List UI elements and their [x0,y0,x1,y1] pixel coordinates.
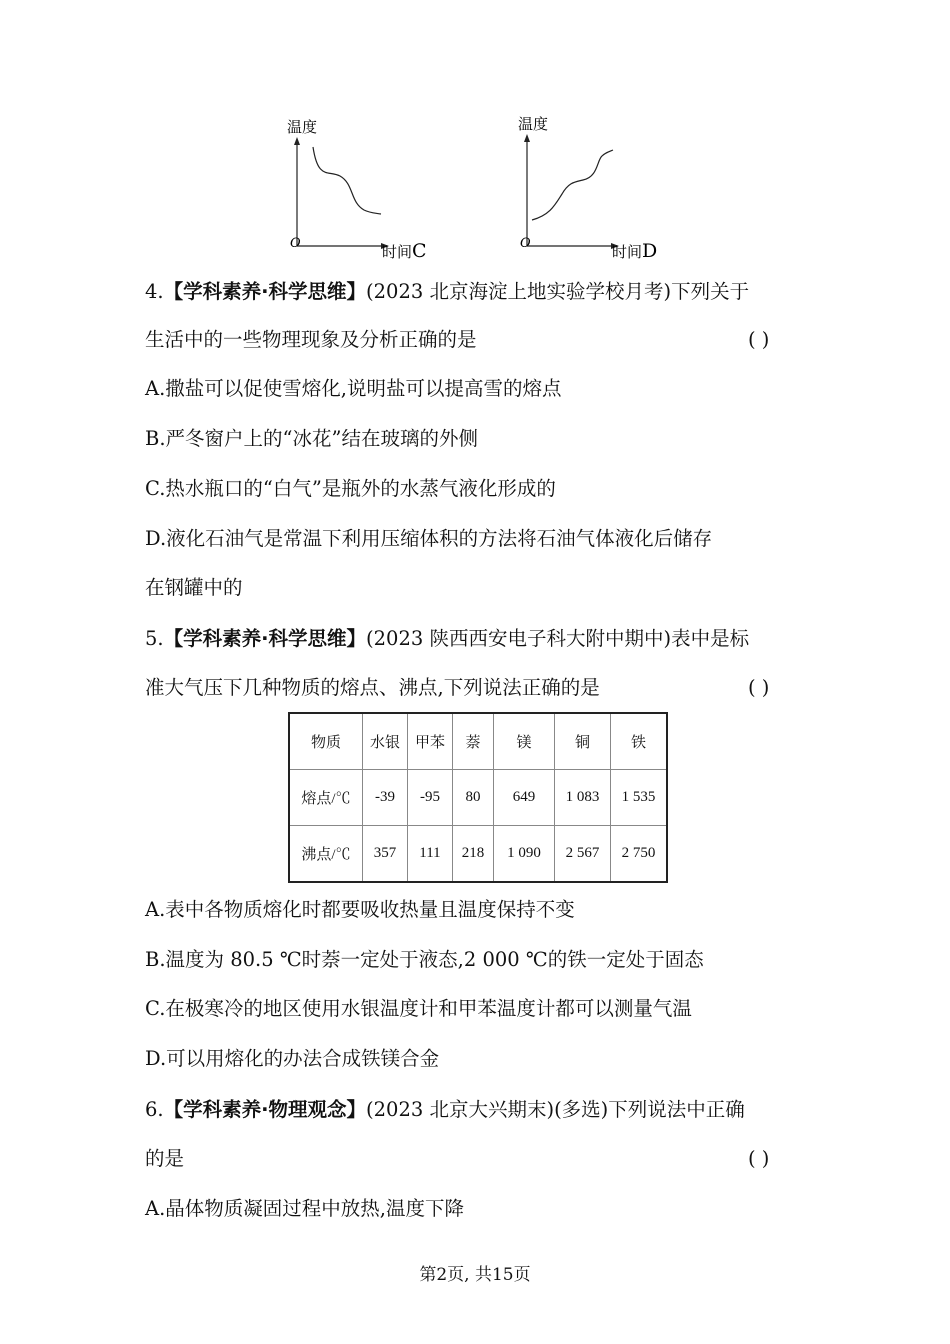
table-cell: 111 [408,826,453,883]
table-row-boiling [289,826,667,883]
q6-answer-paren: ( ) [748,1147,770,1170]
graph-c-origin: O [290,236,301,251]
q5-option-d: D.可以用熔化的办法合成铁镁合金 [145,1047,440,1070]
table-cell: 铜 [555,713,611,770]
table-cell: 镁 [494,713,555,770]
q4-tag: 【学科素养·科学思维】 [163,280,367,303]
table-header-row [289,713,667,770]
q6-option-a: A.晶体物质凝固过程中放热,温度下降 [145,1197,464,1220]
q5-option-c: C.在极寒冷的地区使用水银温度计和甲苯温度计都可以测量气温 [145,997,692,1020]
table-cell: 218 [453,826,494,883]
page-footer: 第2页, 共15页 [419,1265,531,1285]
graph-c-curve [313,147,381,214]
q4-stem-line1 [145,279,749,305]
q6-stem-line2: 的是 [145,1147,185,1170]
graph-d [505,110,685,265]
table-cell: 熔点/℃ [289,770,363,826]
table-cell: 357 [363,826,408,883]
q4-option-d: D.液化石油气是常温下利用压缩体积的方法将石油气体液化后储存 [145,527,713,550]
graph-d-curve [532,150,613,220]
table-cell: 萘 [453,713,494,770]
table-cell: 1 083 [555,770,611,826]
table-cell: 水银 [363,713,408,770]
table-cell: 649 [494,770,555,826]
q5-number: 5. [145,627,164,650]
q6-number: 6. [145,1098,164,1121]
table-cell: -39 [363,770,408,826]
table-cell: 物质 [289,713,363,770]
q6-stem1: (2023 北京大兴期末)(多选)下列说法中正确 [366,1098,745,1121]
q4-stem1: (2023 北京海淀上地实验学校月考)下列关于 [366,280,750,303]
q4-option-b: B.严冬窗户上的“冰花”结在玻璃的外侧 [145,427,478,450]
table-cell: 80 [453,770,494,826]
graph-c-ylabel: 温度 [287,118,318,136]
table-cell: 沸点/℃ [289,826,363,883]
q4-option-c: C.热水瓶口的“白气”是瓶外的水蒸气液化形成的 [145,477,556,500]
table-row-melting [289,770,667,826]
q4-stem-line2: 生活中的一些物理现象及分析正确的是 [145,328,477,351]
svg-text:时间C [382,240,427,262]
q4-option-a: A.撒盐可以促使雪熔化,说明盐可以提高雪的熔点 [145,377,562,400]
table-cell: 2 750 [611,826,668,883]
graph-d-xlabel: 时间 [612,243,643,261]
table-cell: 2 567 [555,826,611,883]
graph-c [270,110,450,265]
graph-d-letter: D [642,240,658,262]
graph-c-xlabel: 时间 [382,243,413,261]
q6-stem-line1 [145,1097,745,1123]
graph-c-letter: C [412,240,427,262]
q4-option-d-cont: 在钢罐中的 [145,576,243,599]
q5-stem1: (2023 陕西西安电子科大附中期中)表中是标 [366,627,750,650]
q5-option-a: A.表中各物质熔化时都要吸收热量且温度保持不变 [145,898,575,921]
q4-answer-paren: ( ) [748,328,770,351]
table-cell: 铁 [611,713,668,770]
svg-text:时间D [612,240,657,262]
table-cell: 1 090 [494,826,555,883]
q4-number: 4. [145,280,164,303]
q5-stem-line1 [145,626,749,652]
q5-tag: 【学科素养·科学思维】 [163,627,367,650]
q5-option-b: B.温度为 80.5 ℃时萘一定处于液态,2 000 ℃的铁一定处于固态 [145,948,704,971]
q6-tag: 【学科素养·物理观念】 [163,1098,367,1121]
q5-answer-paren: ( ) [748,676,770,699]
table-cell: 1 535 [611,770,668,826]
properties-table [288,712,668,883]
graph-d-ylabel: 温度 [518,115,549,133]
graph-d-origin: O [520,236,531,251]
table-cell: -95 [408,770,453,826]
table-cell: 甲苯 [408,713,453,770]
q5-stem-line2: 准大气压下几种物质的熔点、沸点,下列说法正确的是 [145,676,600,699]
